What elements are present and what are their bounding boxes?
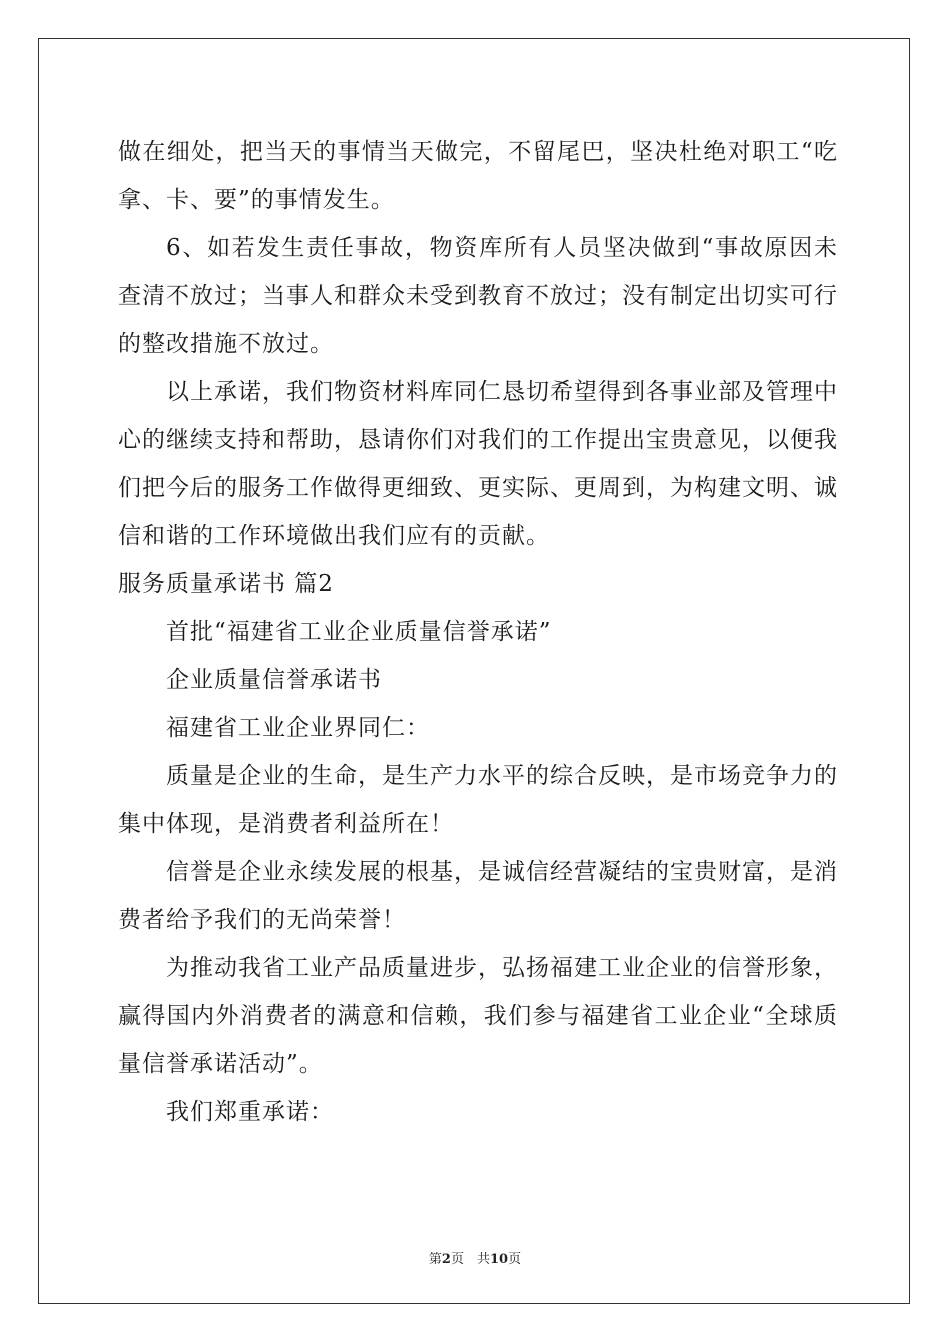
paragraph-quality: 质量是企业的生命，是生产力水平的综合反映，是市场竞争力的集中体现，是消费者利益所在！ <box>118 763 838 837</box>
line-title: 首批“福建省工业企业质量信誉承诺” <box>166 619 552 645</box>
document-body <box>118 128 838 1136</box>
paragraph-purpose: 为推动我省工业产品质量进步，弘扬福建工业企业的信誉形象，赢得国内外消费者的满意和信赖，我们参与福建省工业企业“全球质量信誉承诺活动”。 <box>118 955 838 1077</box>
paragraph-reputation: 信誉是企业永续发展的根基，是诚信经营凝结的宝贵财富，是消费者给予我们的无尚荣誉！ <box>118 859 838 933</box>
footer-page-total: 10 <box>489 1252 509 1267</box>
footer-page-current: 2 <box>441 1252 451 1267</box>
line-pledge: 我们郑重承诺： <box>166 1099 334 1125</box>
line-salutation: 福建省工业企业界同仁： <box>166 715 430 741</box>
footer-prefix: 第 <box>428 1252 442 1267</box>
line-subtitle: 企业质量信誉承诺书 <box>166 667 382 693</box>
page-footer <box>0 1248 950 1267</box>
footer-suffix: 页 <box>508 1252 522 1267</box>
paragraph-conclusion: 以上承诺，我们物资材料库同仁恳切希望得到各事业部及管理中心的继续支持和帮助，恳请你们对我们的工作提出宝贵意见，以便我们把今后的服务工作做得更细致、更实际、更周到，为构建文明、诚信和谐的工作环境做出我们应有的贡献。 <box>118 379 838 549</box>
paragraph-continued: 做在细处，把当天的事情当天做完，不留尾巴，坚决杜绝对职工“吃拿、卡、要”的事情发生。 <box>118 139 838 213</box>
section-heading: 服务质量承诺书 篇2 <box>118 571 334 597</box>
footer-mid: 页 共 <box>450 1252 490 1267</box>
paragraph-item-6: 6、如若发生责任事故，物资库所有人员坚决做到“事故原因未查清不放过；当事人和群众未受到教育不放过；没有制定出切实可行的整改措施不放过。 <box>118 235 838 357</box>
